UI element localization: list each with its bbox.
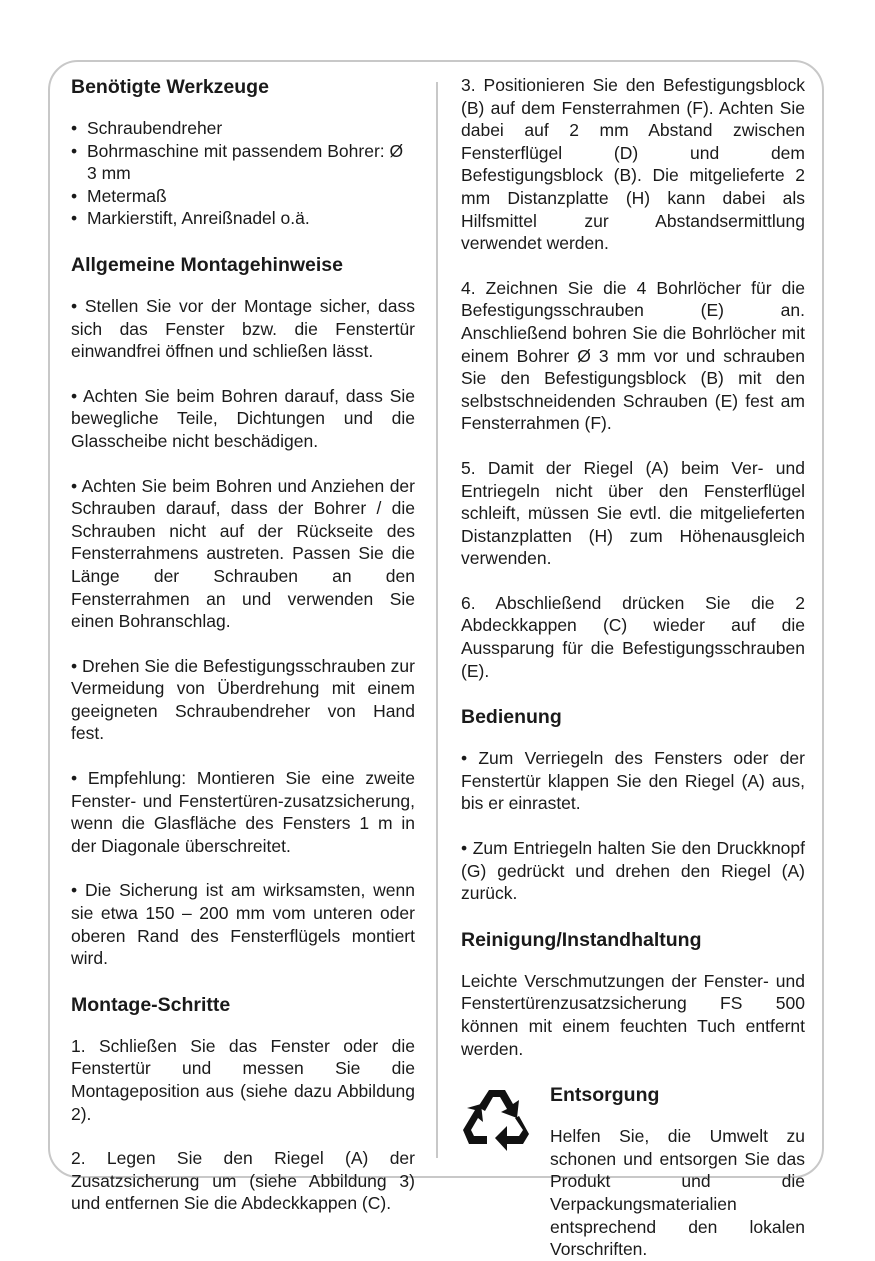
- right-column: [461, 74, 805, 1261]
- paragraph: 4. Zeichnen Sie die 4 Bohrlöcher für die Befestigungsschrauben (E) an. Anschließend bohren Sie die Bohrlöcher mit einem Bohrer Ø 3 mm vor und schrauben Sie den Befestigungsblock (B) mit den selbstschneidenden Schrauben (E) fest am Fensterrahmen (F).: [461, 277, 805, 434]
- mounting-steps-heading: Montage-Schritte: [71, 993, 231, 1016]
- paragraph: 3. Positionieren Sie den Befestigungsblock (B) auf dem Fensterrahmen (F). Achten Sie dabei auf 2 mm Abstand zwischen Fensterflügel (D) und dem Befestigungsblock (B). Die mitgelieferte 2 mm Distanzplatte (H) kann dabei als Hilfsmittel zur Abstandsermittlung verwendet werden.: [461, 75, 805, 254]
- paragraph: • Drehen Sie die Befestigungsschrauben zur Vermeidung von Überdrehung mit einem geeigneten Schraubendreher von Hand fest.: [71, 655, 415, 744]
- operation-heading: Bedienung: [461, 706, 562, 729]
- tools-list: [71, 117, 415, 230]
- paragraph: 2. Legen Sie den Riegel (A) der Zusatzsicherung um (siehe Abbildung 3) und entfernen Sie die Abdeckkappen (C).: [71, 1148, 415, 1214]
- paragraph: 6. Abschließend drücken Sie die 2 Abdeckkappen (C) wieder auf die Aussparung für die Befestigungsschrauben (E).: [461, 592, 805, 681]
- list-item: • Metermaß: [71, 185, 415, 208]
- paragraph: Leichte Verschmutzungen der Fenster- und Fenstertürenzusatzsicherung FS 500 können mit einem feuchten Tuch entfernt werden.: [461, 970, 805, 1059]
- disposal-text: Helfen Sie, die Umwelt zu schonen und entsorgen Sie das Produkt und die Verpackungsmaterialien entsprechend den lokalen Vorschriften.: [550, 1126, 805, 1260]
- tools-heading: Benötigte Werkzeuge: [71, 76, 269, 98]
- recycle-icon: [461, 1086, 535, 1154]
- list-item: • Bohrmaschine mit passendem Bohrer: Ø 3 mm: [71, 140, 415, 185]
- general-notes-heading: Allgemeine Montagehinweise: [71, 253, 343, 276]
- left-column: [71, 74, 415, 1237]
- paragraph: 1. Schließen Sie das Fenster oder die Fenstertür und messen Sie die Montageposition aus (siehe dazu Abbildung 2).: [71, 1035, 415, 1124]
- paragraph: • Die Sicherung ist am wirksamsten, wenn sie etwa 150 – 200 mm vom unteren oder oberen Rand des Fensterflügels montiert wird.: [71, 880, 415, 969]
- disposal-section: [461, 1082, 805, 1261]
- paragraph: • Empfehlung: Montieren Sie eine zweite Fenster- und Fenstertüren-zusatzsicherung, wenn die Glasfläche des Fensters 1 m in der Diagonale überschreitet.: [71, 768, 415, 856]
- disposal-heading: Entsorgung: [550, 1084, 660, 1107]
- paragraph: • Zum Entriegeln halten Sie den Druckknopf (G) gedrückt und drehen den Riegel (A) zurück.: [461, 838, 805, 904]
- paragraph: • Stellen Sie vor der Montage sicher, dass sich das Fenster bzw. die Fenstertür einwandfrei öffnen und schließen lässt.: [71, 295, 415, 362]
- list-item: • Schraubendreher: [71, 117, 415, 140]
- column-divider: [436, 82, 438, 1158]
- paragraph: • Zum Verriegeln des Fensters oder der Fenstertür klappen Sie den Riegel (A) aus, bis er einrastet.: [461, 748, 805, 814]
- list-item: • Markierstift, Anreißnadel o.ä.: [71, 207, 415, 230]
- paragraph: • Achten Sie beim Bohren darauf, dass Sie bewegliche Teile, Dichtungen und die Glasscheibe nicht beschädigen.: [71, 385, 415, 451]
- paragraph: • Achten Sie beim Bohren und Anziehen der Schrauben darauf, dass der Bohrer / die Schrauben nicht auf der Rückseite des Fensterrahmens austreten. Passen Sie die Länge der Schrauben an den Fensterrahmen an und verwenden Sie einen Bohranschlag.: [71, 475, 415, 632]
- cleaning-heading: Reinigung/Instandhaltung: [461, 928, 702, 951]
- paragraph: 5. Damit der Riegel (A) beim Ver- und Entriegeln nicht über den Fensterflügel schleift, müssen Sie evtl. die mitgelieferten Distanzplatten (H) zum Höhenausgleich verwenden.: [461, 457, 805, 569]
